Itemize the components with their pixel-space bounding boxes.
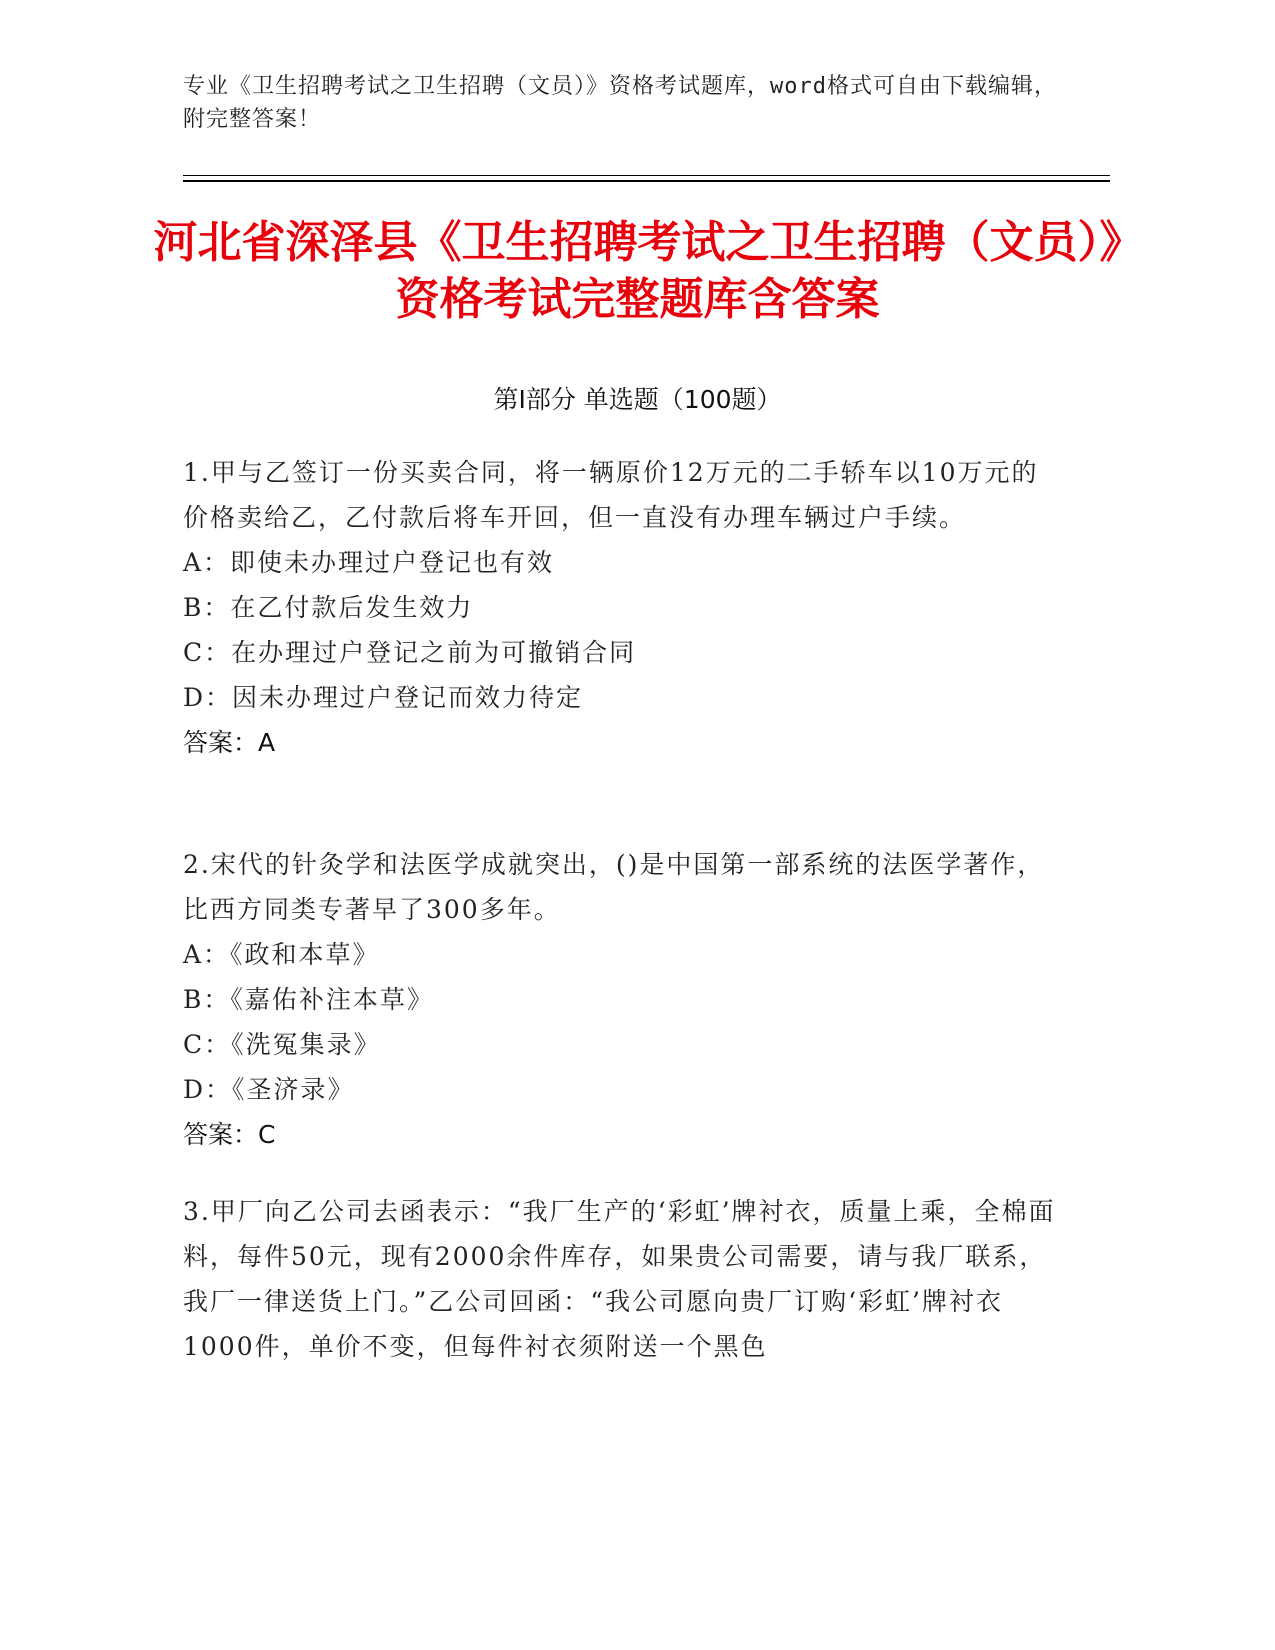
- option-c: C：《洗冤集录》: [183, 1030, 381, 1059]
- section-title: 第Ⅰ部分 单选题（100题）: [493, 385, 782, 414]
- answer: 答案：C: [183, 1120, 276, 1149]
- option-a: A：《政和本草》: [183, 940, 380, 969]
- question-1: [183, 450, 1063, 765]
- header-divider-thick: [183, 180, 1110, 182]
- question-stem: 1.甲与乙签订一份买卖合同，将一辆原价12万元的二手轿车以10万元的价格卖给乙，乙付款后将车开回，但一直没有办理车辆过户手续。: [183, 458, 1039, 532]
- header-note: 专业《卫生招聘考试之卫生招聘（文员）》资格考试题库，word格式可自由下载编辑，附完整答案！: [183, 74, 1057, 132]
- option-c: C：在办理过户登记之前为可撤销合同: [183, 638, 637, 667]
- option-d: D：因未办理过户登记而效力待定: [183, 683, 584, 712]
- question-2: [183, 842, 1063, 1157]
- option-b: B：在乙付款后发生效力: [183, 593, 474, 622]
- option-b: B：《嘉佑补注本草》: [183, 985, 434, 1014]
- header-divider: [183, 175, 1110, 176]
- question-stem: 3.甲厂向乙公司去函表示：“我厂生产的‘彩虹’牌衬衣，质量上乘，全棉面料，每件50元，现有2000余件库存，如果贵公司需要，请与我厂联系，我厂一律送货上门。”乙公司回函：“我公司愿向贵厂订购‘彩虹’牌衬衣1000件，单价不变，但每件衬衣须附送一个黑色: [183, 1197, 1056, 1361]
- question-3: [183, 1189, 1063, 1369]
- document-title: 河北省深泽县《卫生招聘考试之卫生招聘（文员）》资格考试完整题库含答案: [153, 217, 1122, 325]
- option-a: A：即使未办理过户登记也有效: [183, 548, 555, 577]
- answer: 答案：A: [183, 728, 276, 757]
- option-d: D：《圣济录》: [183, 1075, 355, 1104]
- question-stem: 2.宋代的针灸学和法医学成就突出，()是中国第一部系统的法医学著作，比西方同类专著早了300多年。: [183, 850, 1045, 924]
